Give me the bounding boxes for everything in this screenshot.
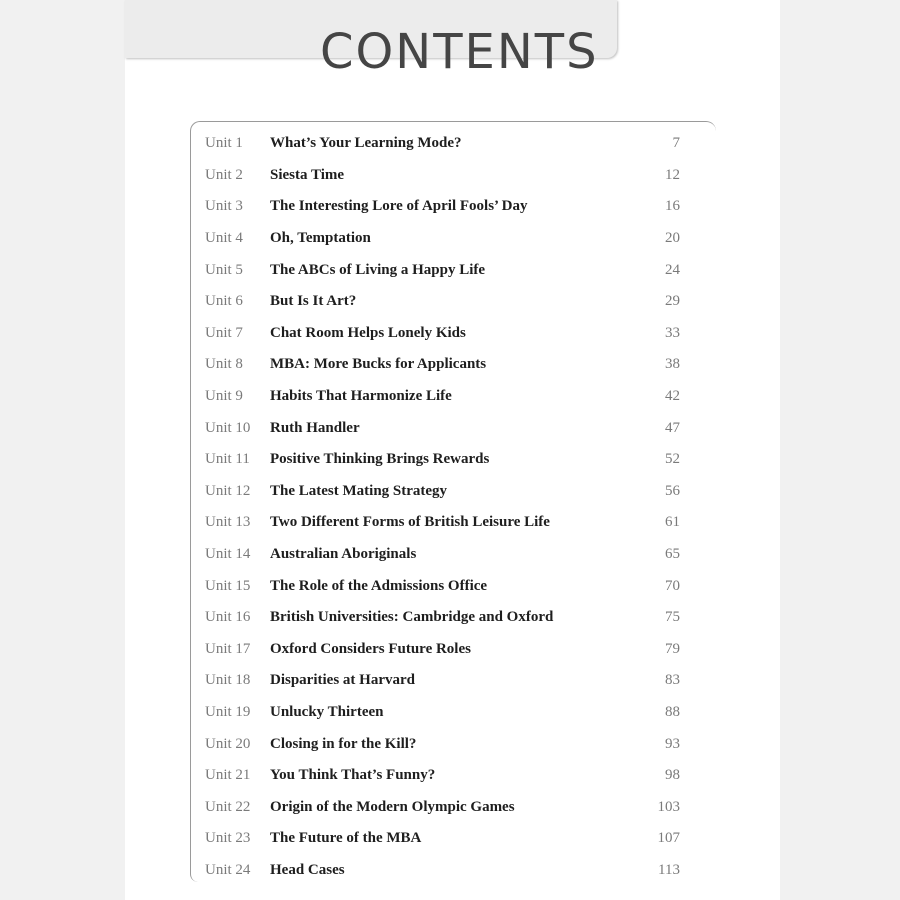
unit-title: MBA: More Bucks for Applicants <box>270 356 487 373</box>
page-number: 98 <box>665 767 680 784</box>
table-of-contents <box>205 128 680 886</box>
unit-number: Unit 20 <box>205 735 251 752</box>
page-number: 83 <box>665 672 680 689</box>
unit-number: Unit 5 <box>205 261 243 278</box>
page-number: 38 <box>665 356 680 373</box>
unit-title: Australian Aboriginals <box>270 546 417 563</box>
unit-title: The Role of the Admissions Office <box>270 577 488 594</box>
toc-entry <box>205 349 680 381</box>
page-number: 12 <box>665 166 680 183</box>
page-number: 33 <box>665 324 680 341</box>
unit-title: The Interesting Lore of April Fools’ Day <box>270 198 528 215</box>
page-number: 70 <box>665 577 680 594</box>
toc-entry <box>205 254 680 286</box>
toc-entry <box>205 507 680 539</box>
toc-entry <box>205 128 680 160</box>
toc-entry <box>205 570 680 602</box>
unit-number: Unit 1 <box>205 135 243 152</box>
unit-title: What’s Your Learning Mode? <box>270 135 462 152</box>
unit-title: Oxford Considers Future Roles <box>270 640 471 657</box>
unit-number: Unit 6 <box>205 293 243 310</box>
toc-entry <box>205 444 680 476</box>
page-number: 93 <box>665 735 680 752</box>
page-number: 113 <box>658 861 680 878</box>
unit-number: Unit 16 <box>205 609 251 626</box>
page-number: 20 <box>665 230 680 247</box>
unit-number: Unit 7 <box>205 324 243 341</box>
unit-number: Unit 19 <box>205 703 251 720</box>
unit-title: Habits That Harmonize Life <box>270 388 452 405</box>
page-number: 52 <box>665 451 680 468</box>
unit-number: Unit 8 <box>205 356 243 373</box>
page-number: 47 <box>665 419 680 436</box>
unit-title: But Is It Art? <box>270 293 357 310</box>
unit-number: Unit 10 <box>205 419 251 436</box>
unit-title: Disparities at Harvard <box>270 672 415 689</box>
unit-number: Unit 11 <box>205 451 250 468</box>
toc-entry <box>205 223 680 255</box>
toc-entry <box>205 760 680 792</box>
page-number: 29 <box>665 293 680 310</box>
page-number: 75 <box>665 609 680 626</box>
unit-title: Origin of the Modern Olympic Games <box>270 798 515 815</box>
unit-number: Unit 22 <box>205 798 251 815</box>
unit-number: Unit 13 <box>205 514 251 531</box>
page-number: 79 <box>665 640 680 657</box>
unit-title: Head Cases <box>270 861 345 878</box>
toc-entry <box>205 634 680 666</box>
toc-entry <box>205 476 680 508</box>
unit-title: The Future of the MBA <box>270 830 422 847</box>
page-title: CONTENTS <box>320 24 599 80</box>
unit-title: Oh, Temptation <box>270 230 371 247</box>
page-number: 107 <box>657 830 680 847</box>
toc-entry <box>205 697 680 729</box>
page-number: 24 <box>665 261 680 278</box>
page-number: 88 <box>665 703 680 720</box>
page-number: 61 <box>665 514 680 531</box>
toc-entry <box>205 160 680 192</box>
unit-title: The Latest Mating Strategy <box>270 482 448 499</box>
toc-entry <box>205 791 680 823</box>
toc-entry <box>205 318 680 350</box>
toc-entry <box>205 602 680 634</box>
unit-number: Unit 9 <box>205 388 243 405</box>
page-number: 65 <box>665 546 680 563</box>
toc-entry <box>205 381 680 413</box>
unit-title: Chat Room Helps Lonely Kids <box>270 324 466 341</box>
page-number: 103 <box>657 798 680 815</box>
unit-title: The ABCs of Living a Happy Life <box>270 261 486 278</box>
toc-entry <box>205 412 680 444</box>
book-page <box>125 0 780 900</box>
unit-title: British Universities: Cambridge and Oxford <box>270 609 554 626</box>
unit-number: Unit 23 <box>205 830 251 847</box>
unit-title: Two Different Forms of British Leisure Life <box>270 514 550 531</box>
unit-title: Unlucky Thirteen <box>270 703 384 720</box>
toc-entry <box>205 855 680 887</box>
unit-number: Unit 14 <box>205 546 251 563</box>
unit-number: Unit 12 <box>205 482 251 499</box>
toc-entry <box>205 823 680 855</box>
unit-number: Unit 18 <box>205 672 251 689</box>
page-number: 56 <box>665 482 680 499</box>
toc-entry <box>205 665 680 697</box>
toc-entry <box>205 728 680 760</box>
unit-title: Siesta Time <box>270 166 345 183</box>
toc-entry <box>205 286 680 318</box>
toc-entry <box>205 191 680 223</box>
unit-number: Unit 2 <box>205 166 243 183</box>
unit-title: Closing in for the Kill? <box>270 735 417 752</box>
page-number: 7 <box>672 135 680 152</box>
unit-number: Unit 15 <box>205 577 251 594</box>
toc-entry <box>205 539 680 571</box>
unit-title: Positive Thinking Brings Rewards <box>270 451 490 468</box>
unit-title: Ruth Handler <box>270 419 360 436</box>
unit-number: Unit 17 <box>205 640 251 657</box>
page-number: 42 <box>665 388 680 405</box>
unit-number: Unit 3 <box>205 198 243 215</box>
unit-title: You Think That’s Funny? <box>270 767 436 784</box>
unit-number: Unit 21 <box>205 767 251 784</box>
page-number: 16 <box>665 198 680 215</box>
unit-number: Unit 4 <box>205 230 243 247</box>
unit-number: Unit 24 <box>205 861 251 878</box>
